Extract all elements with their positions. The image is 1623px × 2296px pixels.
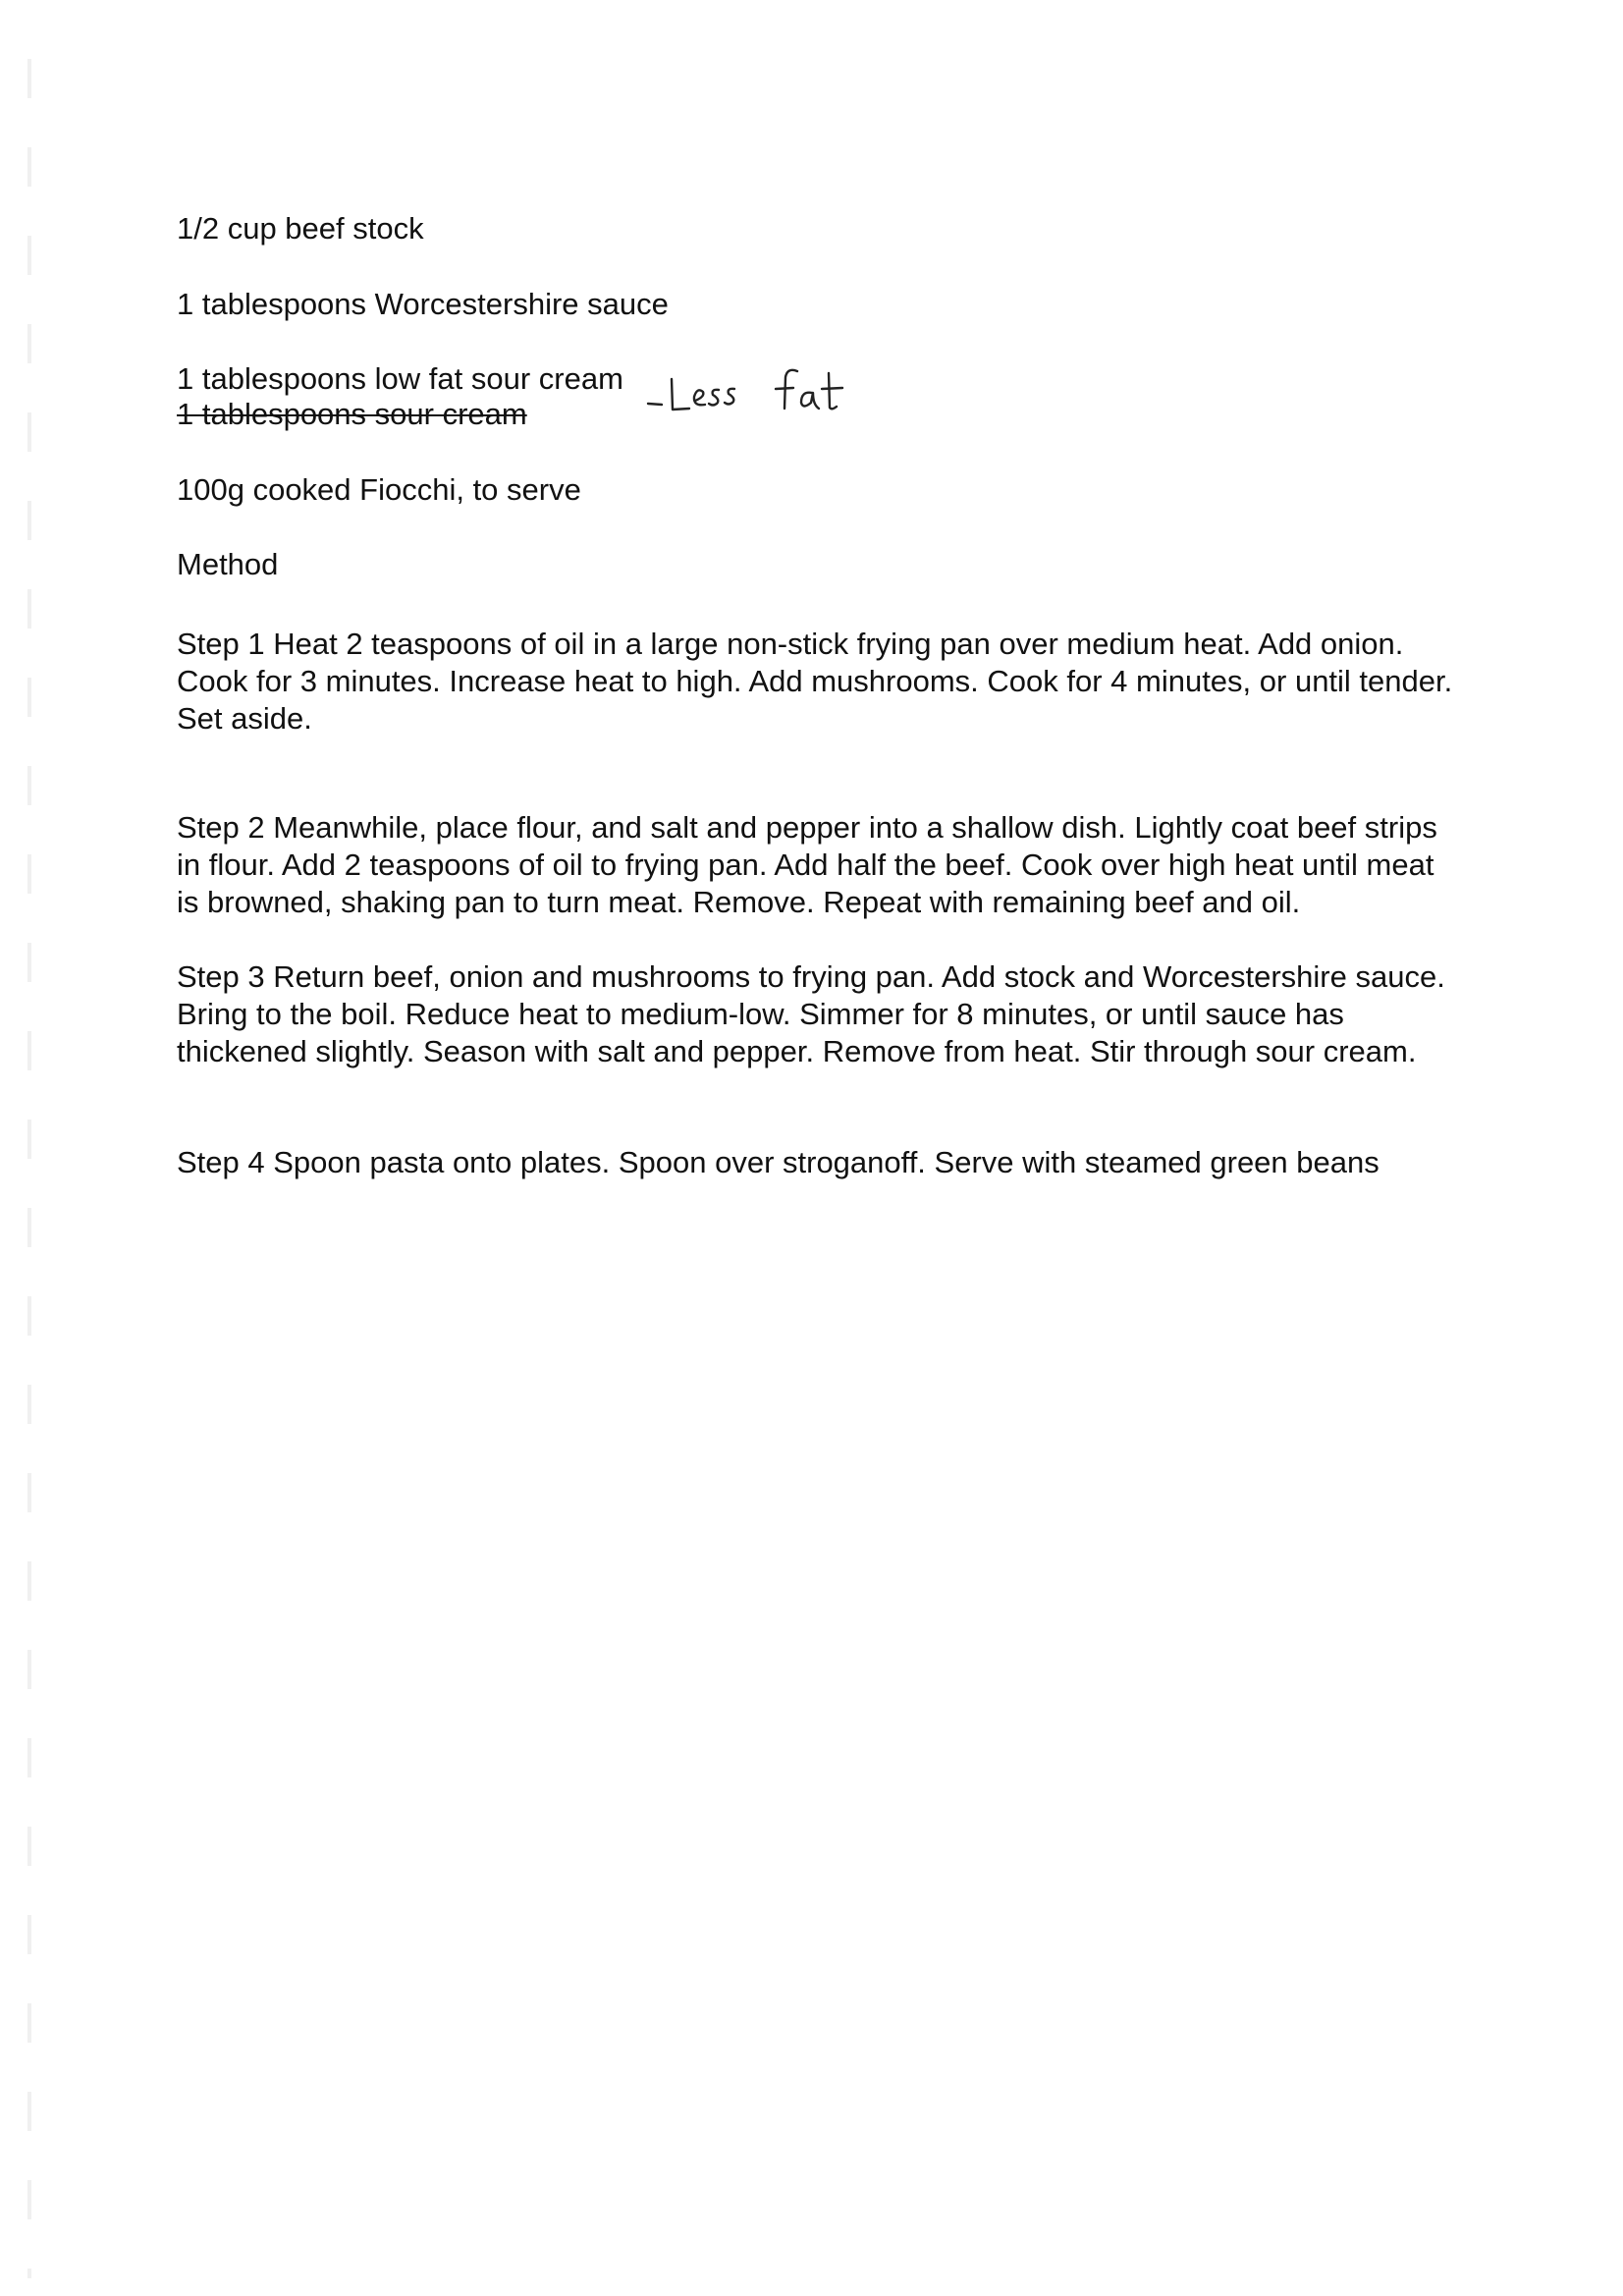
method-step-2: Step 2 Meanwhile, place flour, and salt and pepper into a shallow dish. Lightly coat beef strips in flour. Add 2 teaspoons of oil to frying pan. Add half the beef. Cook over high heat until meat is browned, shaking pan to turn meat. Remove. Repeat with remaining beef and oil.: [177, 810, 1437, 919]
ingredient-worcestershire: 1 tablespoons Worcestershire sauce: [177, 287, 669, 321]
ingredient-sour-cream-struck: 1 tablespoons sour cream: [177, 397, 527, 431]
ingredient-low-fat-sour-cream: 1 tablespoons low fat sour cream: [177, 361, 623, 396]
method-step-3: Step 3 Return beef, onion and mushrooms to frying pan. Add stock and Worcestershire sauce. Bring to the boil. Reduce heat to medium-low. Simmer for 8 minutes, or until sauce has thickened slightly. Season with salt and pepper. Remove from heat. Stir through sour cream.: [177, 959, 1445, 1068]
ingredient-stock: 1/2 cup beef stock: [177, 211, 424, 246]
method-heading: Method: [177, 547, 279, 581]
scan-edge-artifact: [27, 59, 31, 2278]
method-step-4: Step 4 Spoon pasta onto plates. Spoon over stroganoff. Serve with steamed green beans: [177, 1145, 1380, 1179]
method-step-1: Step 1 Heat 2 teaspoons of oil in a large non-stick frying pan over medium heat. Add onion. Cook for 3 minutes. Increase heat to high. Add mushrooms. Cook for 4 minutes, or until tender. Set aside.: [177, 627, 1453, 736]
handwritten-note-less-fat: [644, 359, 870, 428]
ingredient-pasta: 100g cooked Fiocchi, to serve: [177, 472, 581, 507]
